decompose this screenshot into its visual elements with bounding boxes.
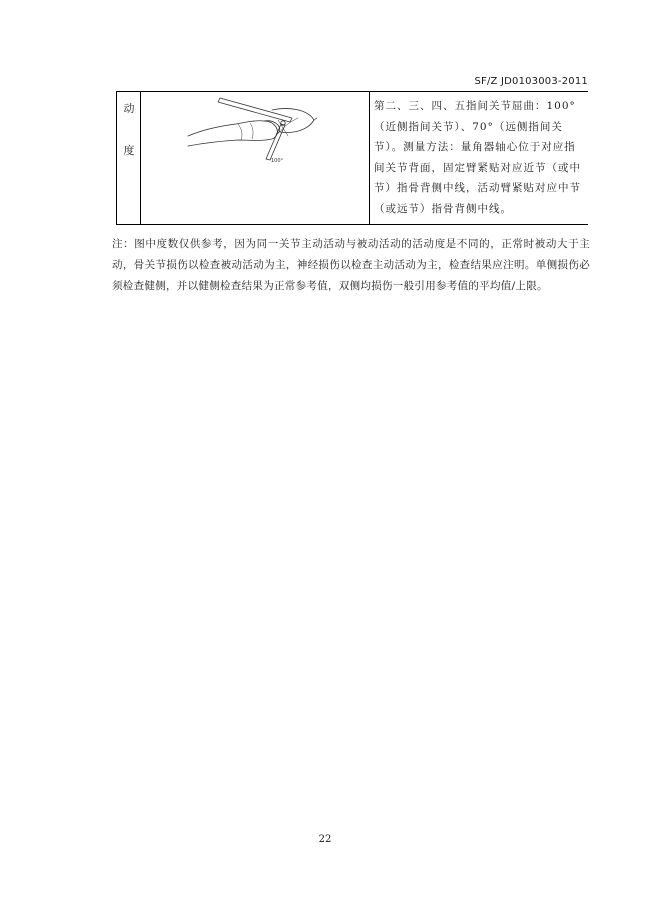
figure-angle-label: 100°	[271, 158, 284, 164]
row-label-second: 度	[123, 144, 135, 157]
joint-flexion-description: 第二、三、四、五指间关节屈曲：100°（近侧指间关节）、70°（远侧指间关节）。测量方法：量角器轴心位于对应指间关节背面，固定臂紧贴对应近节（或中节）指骨背侧中线，活动臂紧贴对应中节（或远节）指骨背侧中线。	[374, 100, 581, 215]
row-label-first: 动	[123, 102, 135, 115]
table-column-divider-1	[140, 92, 141, 225]
document-code: SF/Z JD0103003-2011	[474, 76, 588, 87]
page-number: 22	[318, 834, 332, 845]
measurement-table	[116, 92, 588, 225]
reference-note: 注：图中度数仅供参考，因为同一关节主动活动与被动活动的活动度是不同的，正常时被动大于主动，骨关节损伤以检查被动活动为主，神经损伤以检查主动活动为主，检查结果应注明。单侧损伤必须检查健侧，并以健侧检查结果为正常参考值，双侧均损伤一般引用参考值的平均值/上限。	[112, 238, 590, 292]
finger-goniometer-illustration	[180, 96, 330, 166]
table-bottom-rule	[116, 224, 588, 225]
table-column-divider-2	[369, 92, 370, 225]
table-left-border	[116, 92, 117, 225]
